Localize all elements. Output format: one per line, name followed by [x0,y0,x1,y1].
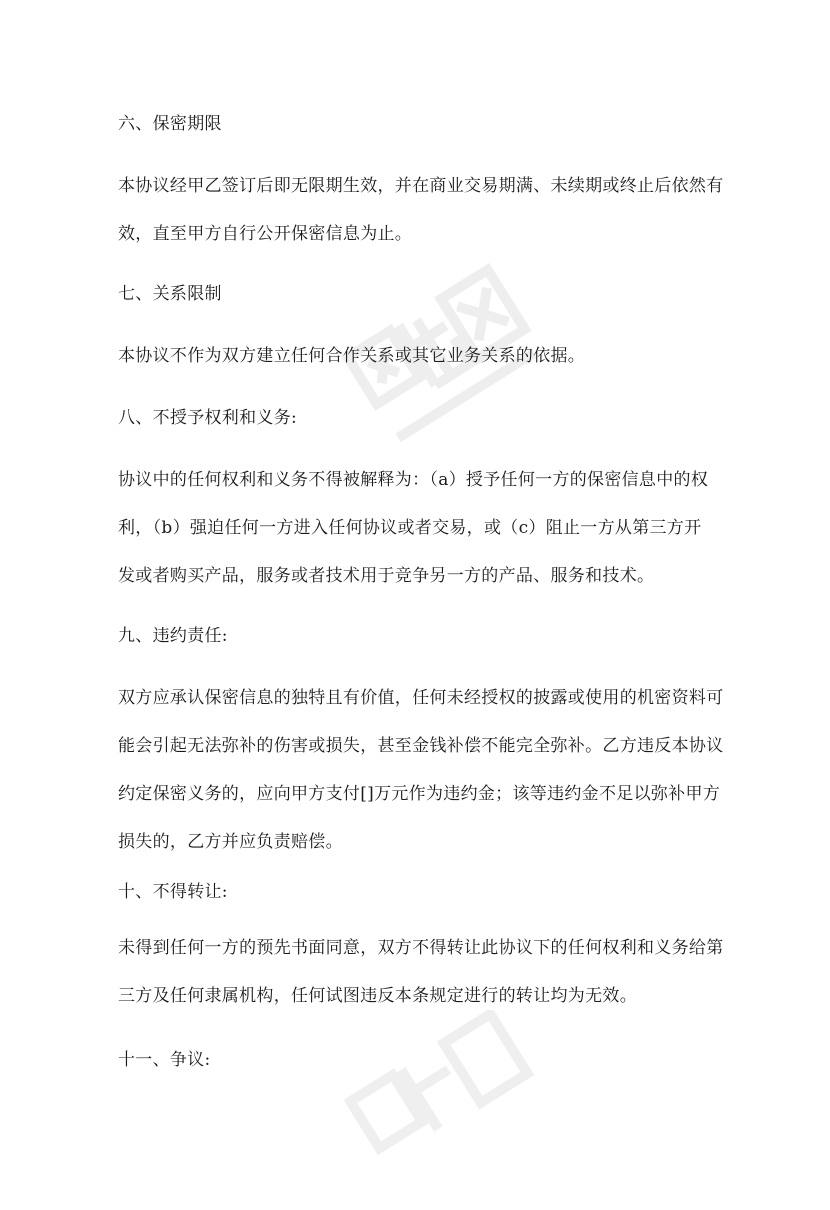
paragraph-line: 双方应承认保密信息的独特且有价值，任何未经授权的披露或使用的机密资料可 [118,688,724,708]
section-7-body [118,332,718,380]
section-6-body [118,162,724,258]
section-heading: 九、违约责任: [118,626,228,646]
paragraph-line: 发或者购买产品，服务或者技术用于竞争另一方的产品、服务和技术。 [118,566,655,586]
section-7 [118,270,718,318]
paragraph-line: 能会引起无法弥补的伤害或损失，甚至金钱补偿不能完全弥补。乙方违反本协议 [118,736,724,756]
section-9 [118,612,718,660]
section-8-body [118,456,718,600]
section-heading: 六、保密期限 [118,114,222,134]
paragraph-line: 效，直至甲方自行公开保密信息为止。 [118,224,413,244]
section-10-body [118,924,724,1020]
section-heading: 七、关系限制 [118,284,222,304]
paragraph-line: 约定保密义务的，应向甲方支付[]万元作为违约金；该等违约金不足以弥补甲方 [118,784,721,804]
section-8 [118,394,718,442]
paragraph-line: 三方及任何隶属机构，任何试图违反本条规定进行的转让均为无效。 [118,986,637,1006]
section-heading: 八、不授予权利和义务: [118,408,298,428]
section-heading: 十一、争议: [118,1050,211,1070]
paragraph-line: 损失的，乙方并应负责赔偿。 [118,832,343,852]
paragraph-line: 未得到任何一方的预先书面同意，双方不得转让此协议下的任何权利和义务给第 [118,938,724,958]
section-heading: 十、不得转让: [118,882,228,902]
section-9-body [118,674,724,866]
section-11 [118,1036,718,1084]
section-10 [118,868,718,916]
section-6 [118,100,718,148]
paragraph-line: 本协议经甲乙签订后即无限期生效，并在商业交易期满、未续期或终止后依然有 [118,176,724,196]
paragraph-line: 协议中的任何权利和义务不得被解释为：（a）授予任何一方的保密信息中的权 [118,470,709,490]
paragraph-line: 本协议不作为双方建立任何合作关系或其它业务关系的依据。 [118,346,586,366]
paragraph-line: 利，（b）强迫任何一方进入任何协议或者交易，或（c）阻止一方从第三方开 [118,518,702,538]
